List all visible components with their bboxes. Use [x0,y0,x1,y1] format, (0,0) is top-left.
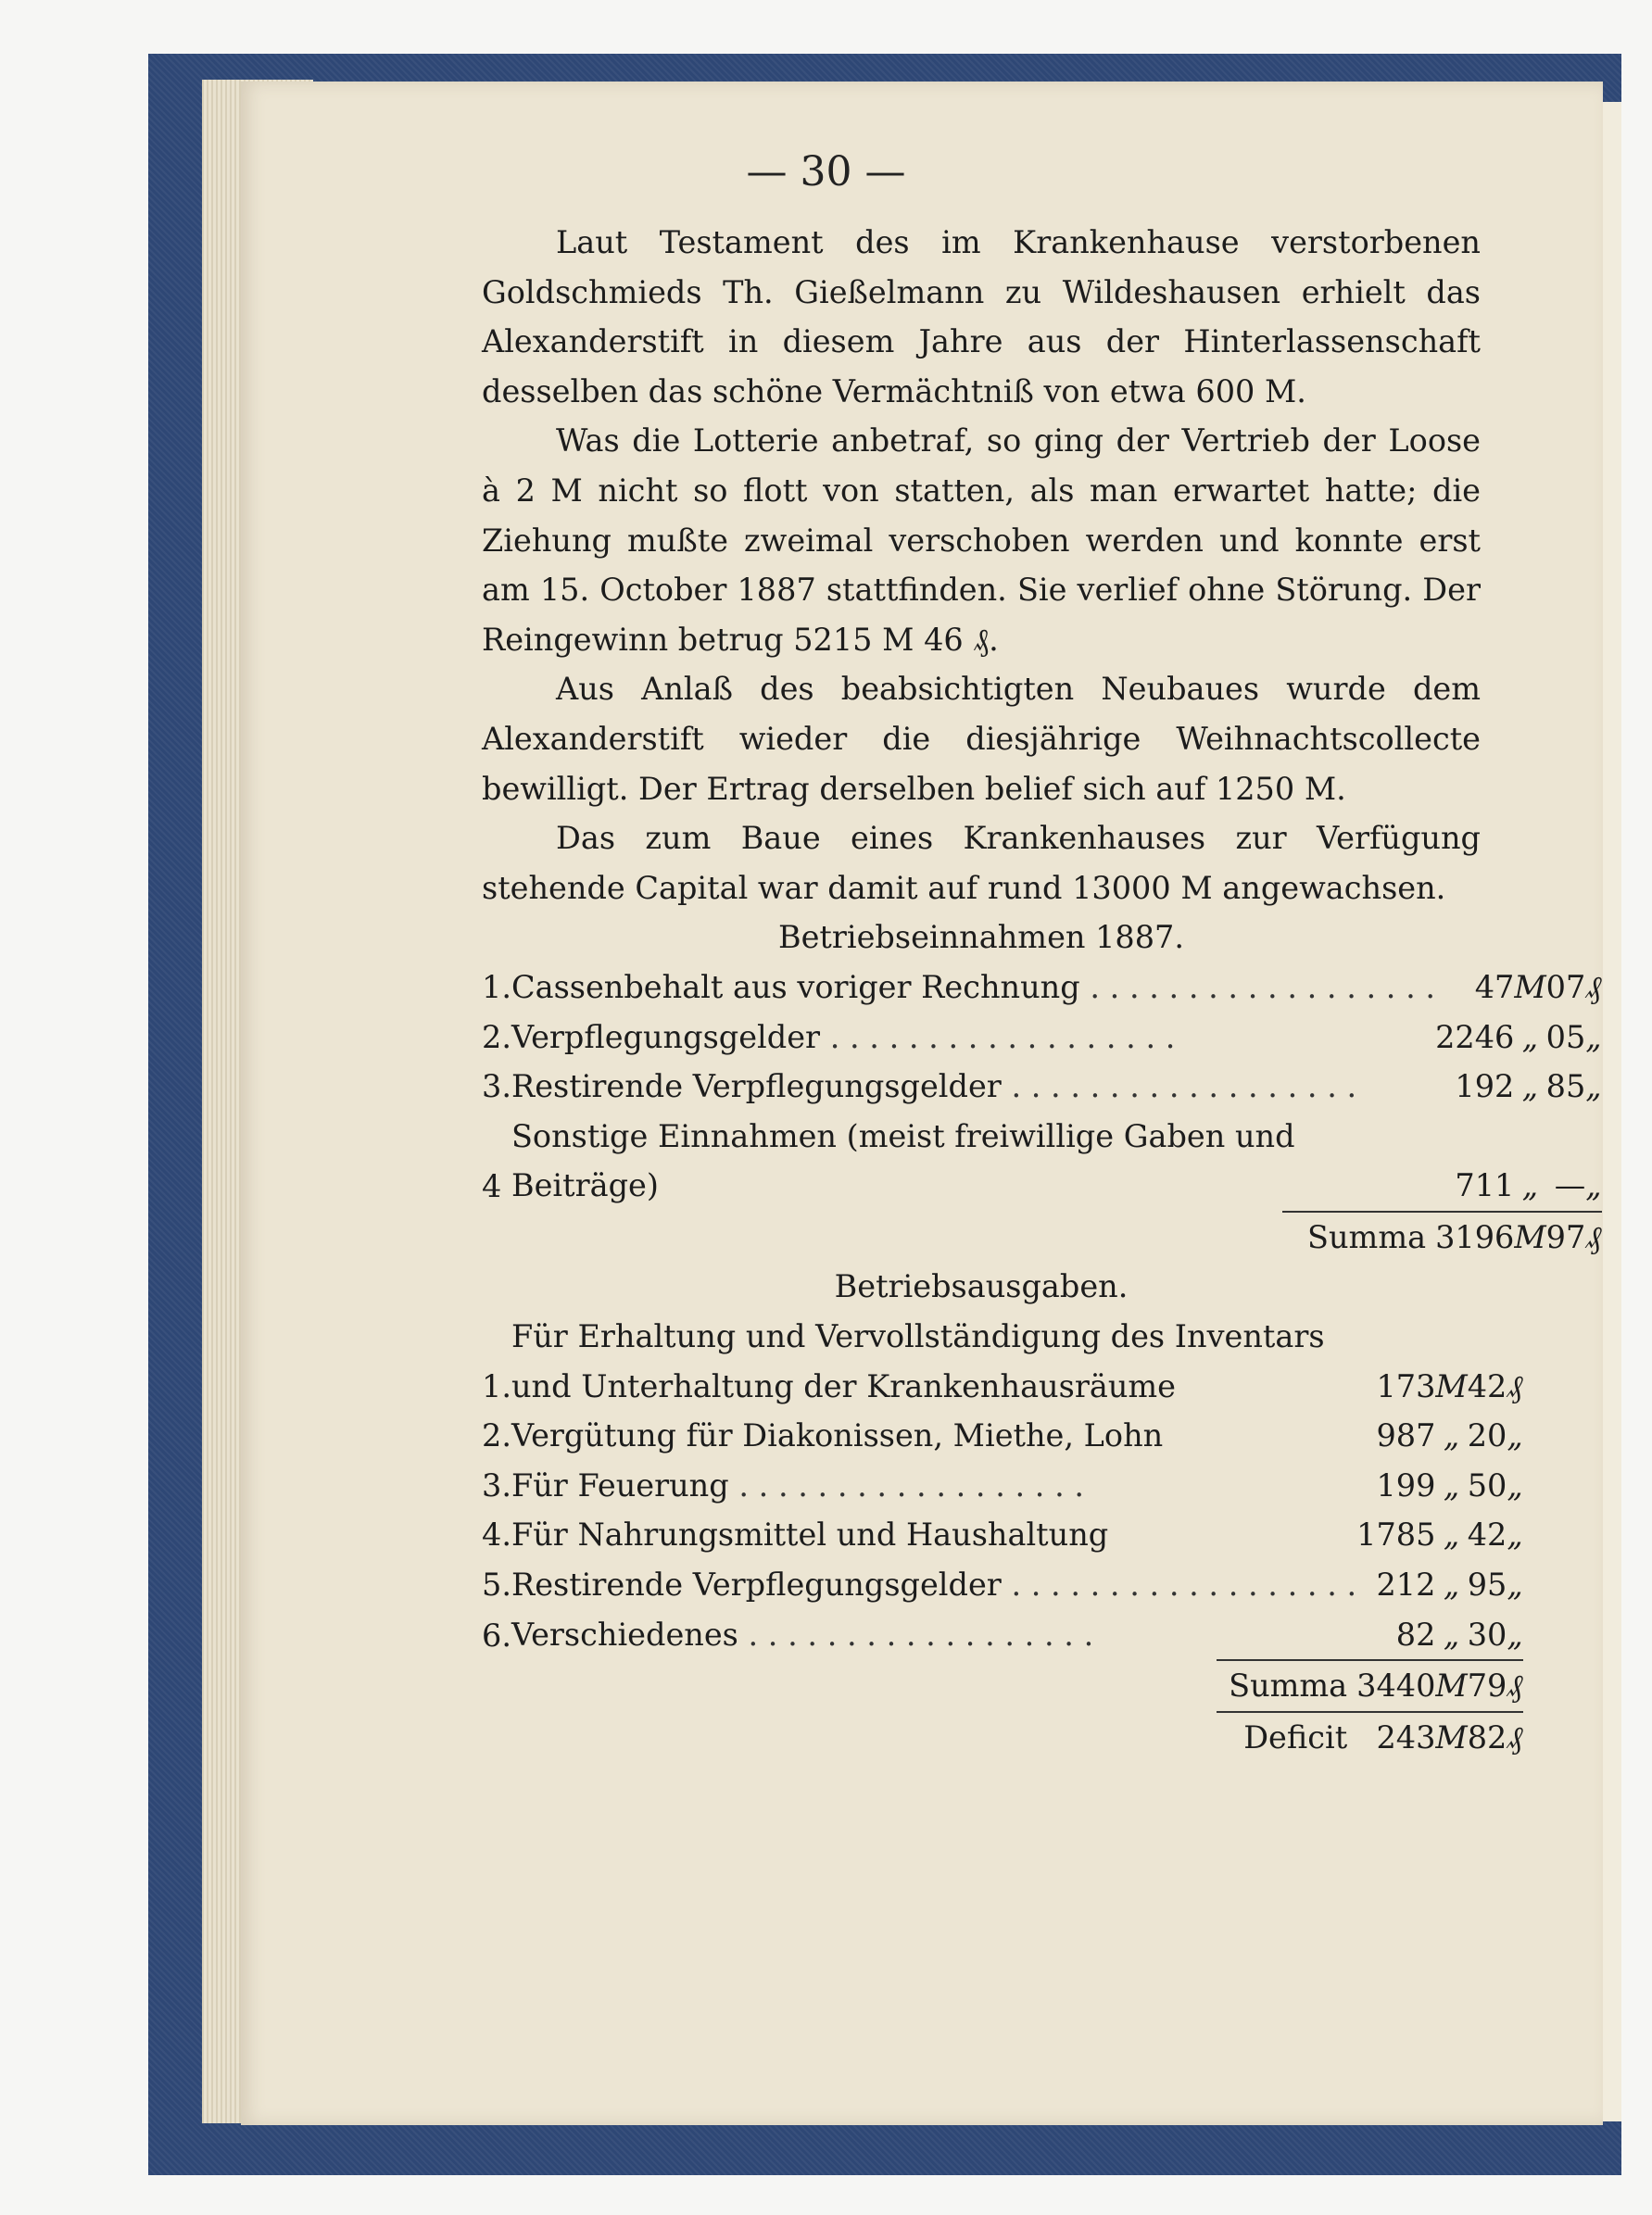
row-number: 3. [482,1466,511,1504]
total-cents: 79 [1468,1660,1507,1712]
table-row [482,1112,1602,1212]
leader-dots [738,1617,1093,1653]
total-row [482,1212,1602,1263]
row-label: Restirende Verpflegungsgelder [511,1068,1002,1105]
cents-unit: „ [1507,1616,1523,1653]
paragraph: Was die Lotterie anbetraf, so ging der Vertrieb der Loose à 2 M nicht so flott von statten, als man erwartet hatte; die Ziehung mußte zweimal verschoben werden und konnte erst am 15. October 1887 stattfinden. Sie verlief ohne Störung. Der Reingewinn betrug 5215 M 46 ₰. [482,422,1481,658]
cents-unit: „ [1507,1517,1523,1554]
amount: 1785 [1356,1517,1436,1554]
row-number: 6. [482,1617,511,1654]
income-table [482,963,1602,1263]
paragraph: Das zum Baue eines Krankenhauses zur Verfügung stehende Capital war damit auf rund 13000 M angewachsen. [482,820,1481,906]
cents: 20 [1467,1417,1507,1454]
cents: 95 [1467,1567,1507,1604]
next-page-edge [1603,102,1621,2121]
page-text [482,218,1602,1762]
cents: 07 [1545,968,1586,1005]
row-label: Für Feuerung [511,1466,729,1504]
unit: „ [1443,1616,1460,1653]
amount: 987 [1376,1417,1436,1454]
table-row [482,1312,1523,1411]
amount: 711 [1455,1167,1515,1204]
row-label: Für Erhaltung und Vervollständigung des Inventars und Unterhaltung der Krankenhausräume [511,1318,1325,1404]
table-row [482,1062,1602,1112]
deficit-cents: 82 [1468,1712,1507,1763]
cents: 42 [1467,1367,1507,1404]
cents: 50 [1467,1466,1507,1504]
row-label: Für Nahrungsmittel und Haushaltung [511,1517,1109,1554]
total-unit: M [1514,1212,1545,1263]
cents-unit: ₰ [1585,968,1602,1005]
cents: 05 [1545,1018,1586,1055]
row-label: Sonstige Einnahmen (meist freiwillige Gaben und Beiträge) [511,1117,1295,1204]
total-cents-unit: ₰ [1585,1212,1601,1263]
total-cents-unit: ₰ [1507,1660,1522,1712]
cents: 30 [1467,1616,1507,1653]
row-number: 4 [482,1168,502,1205]
cents-unit: „ [1585,1018,1602,1055]
deficit-amount: 243 [1356,1712,1435,1763]
total-label: Summa [1282,1212,1435,1263]
expenses-heading: Betriebsausgaben. [834,1268,1129,1305]
cents-unit: „ [1507,1567,1523,1604]
row-label: Verpflegungsgelder [511,1018,821,1055]
paragraph: Laut Testament des im Krankenhause verstorbenen Goldschmieds Th. Gießelmann zu Wildeshausen erhielt das Alexanderstift in diesem Jahre aus der Hinterlassenschaft desselben das schöne Vermächtniß von etwa 600 M. [482,224,1481,409]
unit: „ [1443,1417,1460,1454]
income-heading: Betriebseinnahmen 1887. [777,919,1185,956]
expenses-table [482,1312,1523,1762]
cents-unit: ₰ [1507,1367,1523,1404]
row-number: 5. [482,1567,511,1604]
table-row [482,1560,1523,1610]
amount: 173 [1376,1367,1436,1404]
table-row [482,1411,1523,1461]
table-row [482,1013,1602,1063]
cents: 85 [1545,1068,1586,1105]
leader-dots [1002,1567,1356,1603]
row-number: 1. [482,1367,511,1404]
row-label: Cassenbehalt aus voriger Rechnung [511,968,1080,1005]
cents-unit: „ [1585,1167,1602,1204]
unit: „ [1443,1517,1460,1554]
amount: 212 [1376,1567,1436,1604]
leader-dots [820,1019,1175,1055]
total-row [482,1660,1523,1712]
row-number: 4. [482,1517,511,1554]
row-number: 3. [482,1068,511,1105]
row-label: Vergütung für Diakonissen, Miethe, Lohn [511,1417,1164,1454]
table-row [482,963,1602,1013]
deficit-cents-unit: ₰ [1507,1712,1522,1763]
amount: 47 [1474,968,1515,1005]
paragraph: Aus Anlaß des beabsichtigten Neubaues wurde dem Alexanderstift wieder die diesjährige Weihnachtscollecte bewilligt. Der Ertrag derselben belief sich auf 1250 M. [482,671,1481,807]
amount: 199 [1376,1466,1436,1504]
unit: „ [1521,1167,1539,1204]
cents-unit: „ [1507,1417,1523,1454]
row-label: Restirende Verpflegungsgelder [511,1567,1002,1604]
row-label: Verschiedenes [511,1616,738,1653]
table-row [482,1610,1523,1661]
cents-unit: „ [1585,1068,1602,1105]
total-amount: 3196 [1435,1212,1514,1263]
unit: M [1514,968,1546,1005]
amount: 2246 [1435,1018,1515,1055]
deficit-label: Deficit [1217,1712,1356,1763]
deficit-unit: M [1435,1712,1467,1763]
leader-dots [1080,969,1435,1005]
total-unit: M [1435,1660,1467,1712]
unit: „ [1443,1466,1460,1504]
row-number: 2. [482,1018,511,1055]
amount: 192 [1455,1068,1515,1105]
total-amount: 3440 [1356,1660,1435,1712]
leader-dots [1002,1068,1356,1104]
table-row [482,1461,1523,1511]
body-paragraphs [482,218,1481,912]
unit: „ [1521,1068,1539,1105]
deficit-row [482,1712,1523,1763]
leader-dots [729,1467,1084,1504]
total-label: Summa [1217,1660,1356,1712]
unit: „ [1443,1567,1460,1604]
table-row [482,1510,1523,1560]
cents: — [1554,1167,1586,1204]
amount: 82 [1395,1616,1436,1653]
cents-unit: „ [1507,1466,1523,1504]
row-number: 1. [482,968,511,1005]
unit: M [1435,1367,1468,1404]
total-cents: 97 [1546,1212,1586,1263]
row-number: 2. [482,1417,511,1454]
cents: 42 [1467,1517,1507,1554]
page-number: — 30 — [746,148,906,195]
unit: „ [1521,1018,1539,1055]
